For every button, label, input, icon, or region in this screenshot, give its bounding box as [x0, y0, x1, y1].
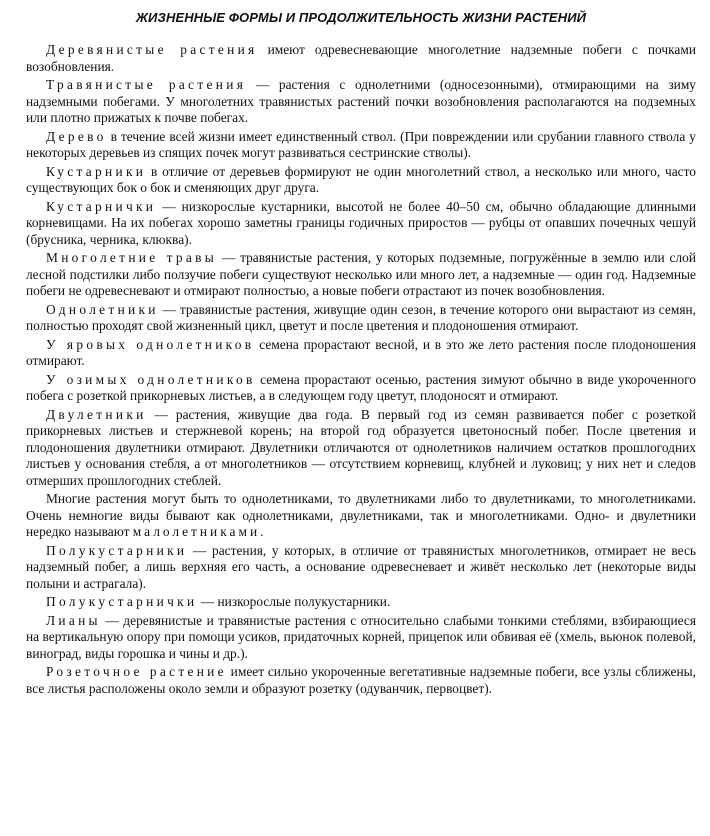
definition: — низкорослые кустарники, высотой не более 40–50 см, обычно обладающие длинными корневищами. На их побегах хорошо заметны границы годичных приростов — рубцы от опавших почечных чешуй (брусника, черника, клюква). [26, 198, 696, 247]
paragraph-woody-plants [26, 42, 696, 75]
term: Дерево [46, 128, 107, 144]
term: Лианы [46, 612, 101, 628]
definition: — растения, живущие два года. В первый год из семян развивается побег с розеткой прикорневых листьев и стержневой корень; на второй год образуется цветоносный побег. После цветения и плодоношения двулетники отмирают. Двулетники отличаются от однолетников наличием остатков прошлогодних листьев у основания стебля, а от многолетников — отсутствием корневищ, клубней и луковиц; у них нет и следов отмерших прошлогодних стеблей. [26, 406, 696, 488]
term: Однолетники [46, 301, 159, 317]
definition: в течение всей жизни имеет единственный ствол. (При повреждении или срубании главного ствола у некоторых деревьев из спящих почек могут развиваться сестринские стволы). [26, 128, 696, 160]
paragraph-annuals [26, 302, 696, 335]
definition: семена прорастают осенью, растения зимуют обычно в виде укороченного побега с розеткой прикорневых листьев, а в следующем году цветут, плодоносят и отмирают. [26, 371, 696, 403]
paragraph-perennial-herbs [26, 250, 696, 300]
paragraph-shrubs [26, 164, 696, 197]
term: малолетниками [132, 524, 261, 539]
term: У яровых однолетников [46, 336, 255, 352]
paragraph-rosette-plant [26, 664, 696, 697]
definition: в отличие от деревьев формируют не один многолетний ствол, а несколько или много, часто существующих бок о бок и сменяющих друг друга. [26, 163, 696, 195]
definition: семена прорастают весной, и в это же лето растения после плодоношения отмирают. [26, 336, 696, 368]
page-title: ЖИЗНЕННЫЕ ФОРМЫ И ПРОДОЛЖИТЕЛЬНОСТЬ ЖИЗНИ РАСТЕНИЙ [135, 10, 587, 25]
term: Деревянистые растения [46, 42, 258, 57]
paragraph-dwarf-semi-shrubs [26, 594, 696, 611]
term: Полукустарнички [46, 594, 198, 609]
paragraph-spring-annuals [26, 337, 696, 370]
paragraph-biennials [26, 407, 696, 490]
paragraph-herbaceous-plants [26, 77, 696, 127]
definition: — деревянистые и травянистые растения с относительно слабыми тонкими стеблями, взбирающиеся на вертикальную опору при помощи усиков, придаточных корней, прицепок или обвивая её (хмель, вьюнок полевой, виноград, виды горошка и чины и др.). [26, 612, 696, 661]
paragraph-short-lived [26, 491, 696, 541]
term: Двулетники [46, 406, 147, 422]
paragraph-tree [26, 129, 696, 162]
paragraph-semi-shrubs [26, 543, 696, 593]
definition: — травянистые растения, живущие один сезон, в течение которого они вырастают из семян, полностью проходят свой жизненный цикл, цветут и после цветения и плодоношения отмирают. [26, 301, 696, 333]
term: Многолетние травы [46, 250, 218, 265]
term: Кустарнички [46, 198, 157, 214]
definition: — растения с однолетними (односезонными), отмирающими на зиму надземными побегами. У многолетних травянистых растений почки возобновления располагаются на подземных или плотно прижатых к почве побегах. [26, 77, 696, 125]
paragraph-winter-annuals [26, 372, 696, 405]
term: У озимых однолетников [46, 371, 256, 387]
term: Травянистые растения [46, 77, 247, 92]
term: Полукустарники [46, 542, 188, 558]
definition-end: . [260, 524, 264, 539]
definition: имеет сильно укороченные вегетативные надземные побеги, все узлы сближены, все листья расположены около земли и образуют розетку (одуванчик, первоцвет). [26, 664, 696, 696]
term: Кустарники [46, 163, 147, 179]
definition: — низкорослые полукустарники. [197, 594, 391, 609]
definition: Многие растения могут быть то однолетниками, то двулетниками либо то двулетниками, то многолетниками. Очень немногие виды бывают как однолетниками, двулетниками, так и многолетниками. Одно- и двулетники нередко называют [26, 491, 696, 539]
definition: — растения, у которых, в отличие от травянистых многолетников, отмирает не весь надземный побег, а лишь верхняя его часть, а основание одревесневает и живёт несколько лет (некоторые виды полыни и астрагала). [26, 542, 696, 591]
term: Розеточное растение [46, 664, 227, 679]
definition: имеют одревесневающие многолетние надземные побеги с почками возобновления. [26, 42, 696, 74]
paragraph-dwarf-shrubs [26, 199, 696, 249]
paragraph-lianas [26, 613, 696, 663]
definition: — травянистые растения, у которых подземные, погружённые в землю или слой лесной подстилки либо ползучие побеги существуют несколько или много лет, а надземные — один год. Надземные побеги не одревесневают и отмирают полностью, а новые побеги отрастают из почек возобновления. [26, 250, 696, 298]
